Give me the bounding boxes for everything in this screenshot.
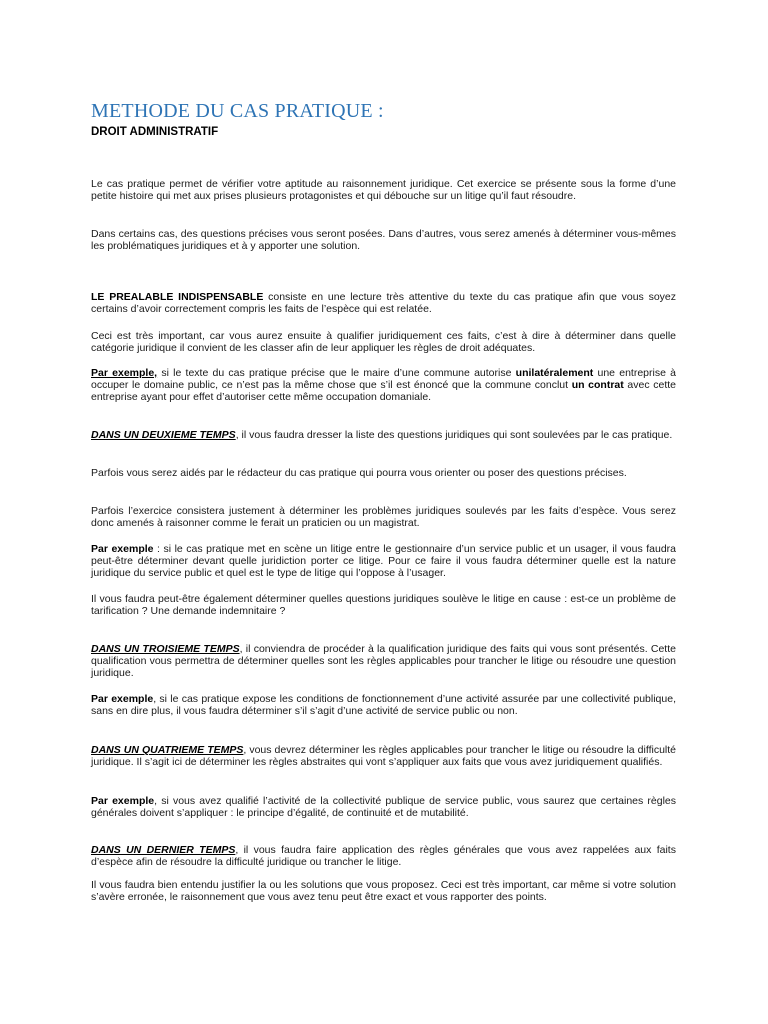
prealable-example-bold-1: unilatéralement — [515, 367, 594, 379]
deuxieme-lead: DANS UN DEUXIEME TEMPS — [91, 429, 236, 441]
quatrieme-example — [91, 795, 676, 819]
troisieme-text: , il conviendra de procéder à la qualification juridique des faits qui vous sont présentés. Cette qualification vous permettra de déterminer quelles sont les règles applicables pour trancher le litige ou résoudre une question juridique. — [91, 643, 676, 679]
troisieme-lead: DANS UN TROISIEME TEMPS — [91, 643, 240, 655]
quatrieme-example-lead: Par exemple — [91, 795, 155, 807]
prealable-example-text-1: si le texte du cas pratique précise que le maire d’une commune autorise — [157, 367, 516, 379]
deuxieme-text: , il vous faudra dresser la liste des questions juridiques qui sont soulevées par le cas pratique. — [235, 429, 673, 441]
prealable-example — [91, 367, 676, 403]
dernier-text: , il vous faudra faire application des règles générales que vous avez rappelées aux faits d’espèce afin de résoudre la difficulté juridique ou trancher le litige. — [91, 844, 676, 868]
deuxieme-example-lead: Par exemple — [91, 543, 154, 555]
deuxieme-example-text: : si le cas pratique met en scène un litige entre le gestionnaire d’un service public et un usager, il vous faudra peut-être déterminer devant quelle juridiction porter ce litige. Pour ce faire il vous faudra déterminer quelle est la nature juridique du service public et quel est le type de litige qui l’oppose à l’usager. — [91, 543, 677, 579]
intro-paragraph-2: Dans certains cas, des questions précises vous seront posées. Dans d’autres, vous serez amenés à déterminer vous-mêmes les problématiques juridiques et à y apporter une solution. — [91, 228, 676, 252]
troisieme-example-text: , si le cas pratique expose les conditions de fonctionnement d’une activité assurée par une collectivité publique, sans en dire plus, il vous faudra déterminer s’il s’agit d’une activité de service public ou non. — [91, 693, 676, 717]
deuxieme-paragraph-5: Il vous faudra peut-être également déterminer quelles questions juridiques soulève le litige en cause : est-ce un problème de tarification ? Une demande indemnitaire ? — [91, 593, 676, 617]
prealable-example-lead: Par exemple, — [91, 367, 158, 379]
quatrieme-example-text: , si vous avez qualifié l’activité de la collectivité publique de service public, vous saurez que certaines règles générales doivent s’appliquer : le principe d’égalité, de continuité et de mutabilité. — [91, 795, 677, 819]
intro-paragraph-1: Le cas pratique permet de vérifier votre aptitude au raisonnement juridique. Cet exercice se présente sous la forme d’une petite histoire qui met aux prises plusieurs protagonistes et qui débouche sur un litige qu’il faut résoudre. — [91, 178, 676, 202]
deuxieme-example — [91, 543, 676, 579]
prealable-example-bold-2: un contrat — [571, 379, 624, 391]
dernier-paragraph-2: Il vous faudra bien entendu justifier la ou les solutions que vous proposez. Ceci est très important, car même si votre solution s’avère erronée, le raisonnement que vous avez tenu peut être exact et vous rapporter des points. — [91, 879, 676, 903]
quatrieme-text: , vous devrez déterminer les règles applicables pour trancher le litige ou résoudre la difficulté juridique. Il s’agit ici de déterminer les règles abstraites qui vont s’appliquer aux faits que vous avez juridiquement qualifiés. — [91, 744, 677, 768]
deuxieme-paragraph — [91, 429, 676, 441]
dernier-lead: DANS UN DERNIER TEMPS — [91, 844, 236, 856]
prealable-paragraph — [91, 291, 676, 315]
troisieme-example-lead: Par exemple — [91, 693, 154, 705]
troisieme-example — [91, 693, 676, 717]
dernier-paragraph — [91, 844, 676, 868]
quatrieme-lead: DANS UN QUATRIEME TEMPS — [91, 744, 244, 756]
prealable-example-text-3: avec cette entreprise ayant pour effet d’autoriser cette même occupation domaniale. — [91, 379, 676, 403]
prealable-example-text-2: une entreprise à occuper le domaine public, ce n’est pas la même chose que s’il est énoncé que la commune conclut — [91, 367, 677, 391]
prealable-lead: LE PREALABLE INDISPENSABLE — [91, 291, 264, 303]
troisieme-paragraph — [91, 643, 676, 679]
deuxieme-paragraph-2: Parfois vous serez aidés par le rédacteur du cas pratique qui pourra vous orienter ou poser des questions précises. — [91, 467, 627, 479]
page-subtitle: DROIT ADMINISTRATIF — [91, 126, 219, 138]
page-title: METHODE DU CAS PRATIQUE : — [91, 100, 384, 122]
quatrieme-paragraph — [91, 744, 676, 768]
deuxieme-paragraph-3: Parfois l’exercice consistera justement à déterminer les problèmes juridiques soulevés par les faits d’espèce. Vous serez donc amenés à raisonner comme le ferait un praticien ou un magistrat. — [91, 505, 676, 529]
prealable-text: consiste en une lecture très attentive du texte du cas pratique afin que vous soyez certains d’avoir correctement compris les faits de l’espèce qui est relatée. — [91, 291, 676, 315]
prealable-paragraph-2: Ceci est très important, car vous aurez ensuite à qualifier juridiquement ces faits, c’est à dire à déterminer dans quelle catégorie juridique il convient de les classer afin de leur appliquer les règles de droit adéquates. — [91, 330, 676, 354]
